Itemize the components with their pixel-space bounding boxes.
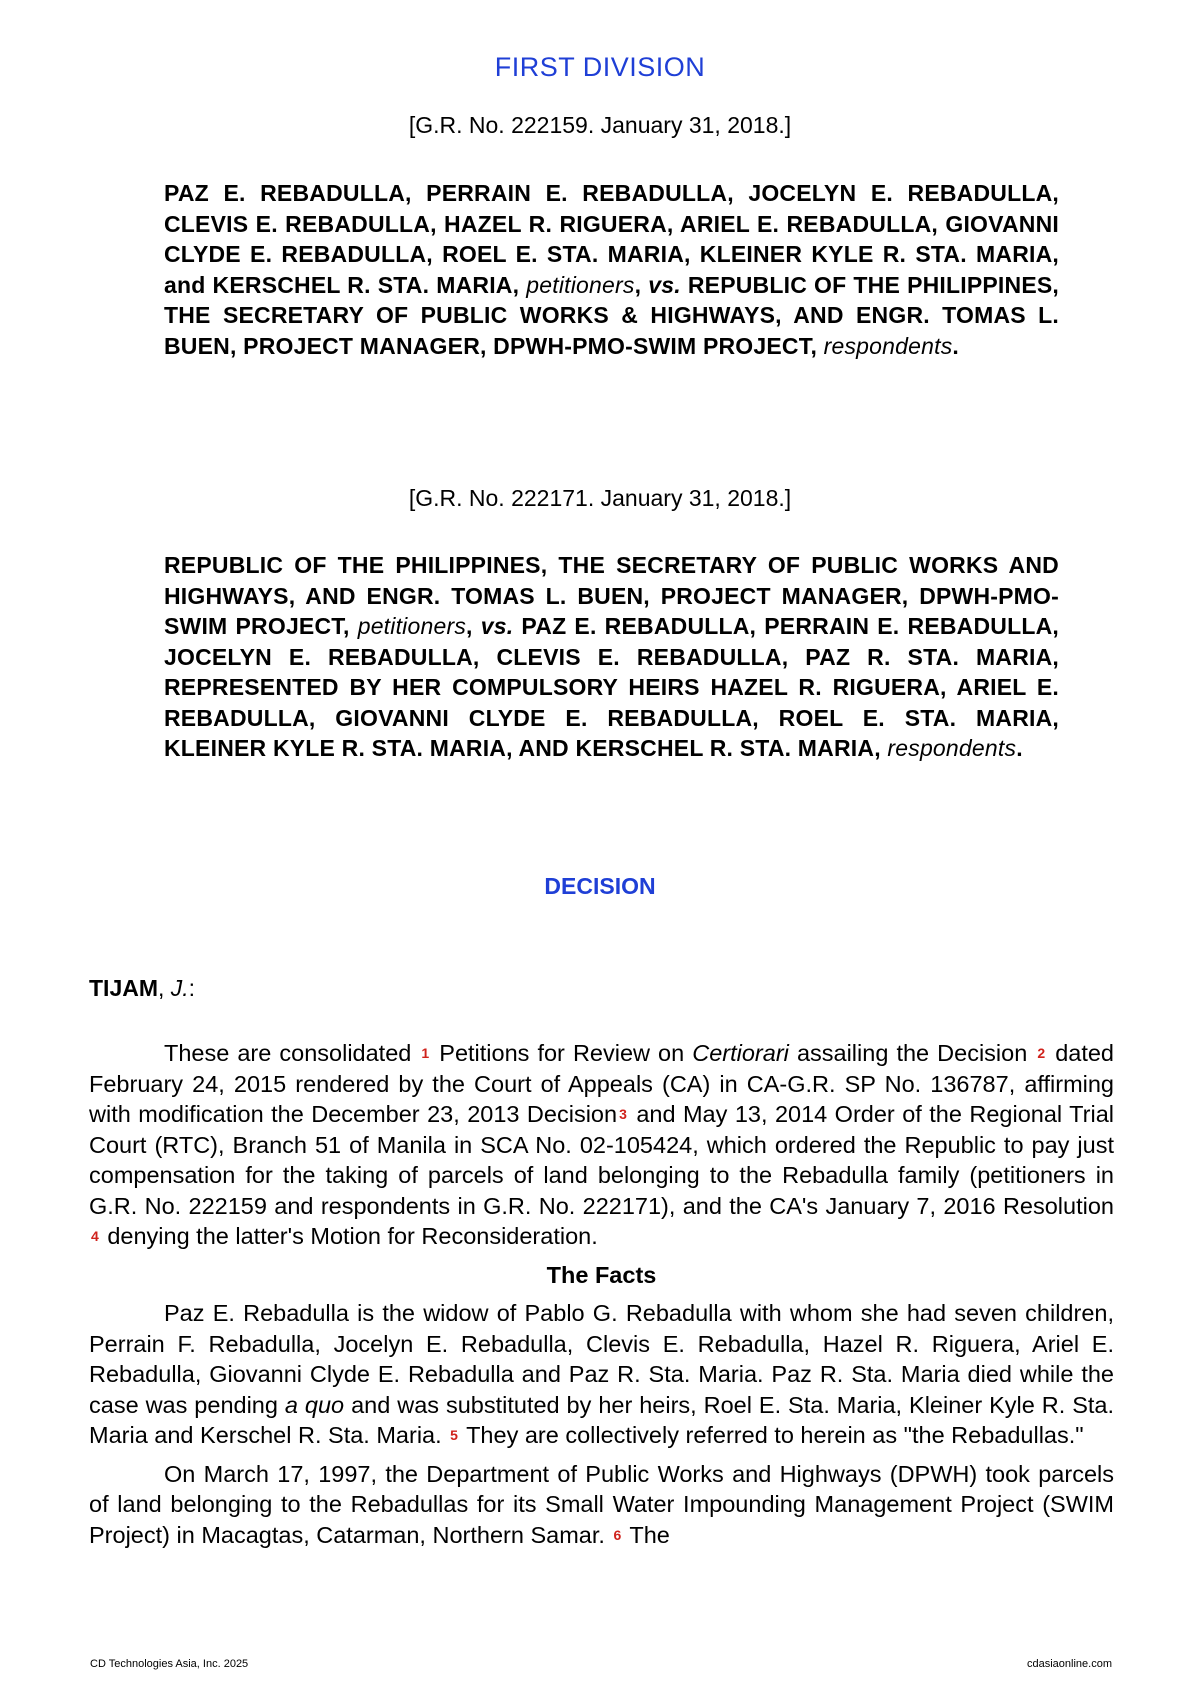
italic-term: Certiorari xyxy=(692,1040,789,1066)
text-run: and was substituted by her heirs, Roel E. Sta. Maria, Kleiner Kyle R. Sta. Maria and Kerschel R. Sta. Maria. xyxy=(89,1391,1115,1448)
division-heading: FIRST DIVISION xyxy=(494,52,706,82)
case-caption-2: REPUBLIC OF THE PHILIPPINES, THE SECRETARY OF PUBLIC WORKS AND HIGHWAYS, AND ENGR. TOMAS L. BUEN, PROJECT MANAGER, DPWH-PMO-SWIM PROJECT, petitioners, vs. PAZ E. REBADULLA, PERRAIN E. REBADULLA, JOCELYN E. REBADULLA, CLEVIS E. REBADULLA, PAZ R. STA. MARIA, REPRESENTED BY HER COMPULSORY HEIRS HAZEL R. RIGUERA, ARIEL E. REBADULLA, GIOVANNI CLYDE E. REBADULLA, ROEL E. STA. MARIA, KLEINER KYLE R. STA. MARIA, AND KERSCHEL R. STA. MARIA, respondents. xyxy=(164,552,1059,761)
versus-label: vs. xyxy=(480,613,514,639)
footer-copyright: CD Technologies Asia, Inc. 2025 xyxy=(90,1658,249,1670)
petitioners-role: petitioners xyxy=(526,271,635,298)
text-run: Petitions for Review on xyxy=(431,1040,693,1066)
text-run: dated February 24, 2015 rendered by the Court of Appeals (CA) in CA-G.R. SP No. 136787, affirming with modification the December 23, 2013 Decision xyxy=(89,1040,1115,1127)
facts-heading: The Facts xyxy=(546,1261,657,1288)
respondent-names: REPUBLIC OF THE PHILIPPINES, THE SECRETARY OF PUBLIC WORKS & HIGHWAYS, AND ENGR. TOMAS L. BUEN, PROJECT MANAGER, DPWH-PMO-SWIM PROJECT xyxy=(164,271,1059,359)
text-run: They are collectively referred to herein as "the Rebadullas." xyxy=(459,1422,1084,1448)
italic-term: a quo xyxy=(284,1391,345,1418)
text-run: and May 13, 2014 Order of the Regional Trial Court (RTC), Branch 51 of Manila in SCA No. 02-105424, which ordered the Republic to pay just compensation for the taking of parcels of land belonging to the Rebadulla family (petitioners in G.R. No. 222159 and respondents in G.R. No. 222171), and the CA's January 7, 2016 Resolution xyxy=(89,1101,1114,1219)
respondents-role: respondents xyxy=(887,735,1017,761)
versus-label: vs. xyxy=(648,271,681,298)
text-run: assailing the Decision xyxy=(788,1040,1036,1066)
petitioner-names: PAZ E. REBADULLA, PERRAIN E. REBADULLA, JOCELYN E. REBADULLA, CLEVIS E. REBADULLA, HAZEL R. RIGUERA, ARIEL E. REBADULLA, GIOVANNI CLYDE E. REBADULLA, ROEL E. STA. MARIA, KLEINER KYLE R. STA. MARIA, and KERSCHEL R. STA. MARIA xyxy=(164,180,1059,298)
footnote-link-2[interactable]: 2 xyxy=(1037,1045,1046,1061)
decision-body xyxy=(89,1038,1114,1558)
decision-heading: DECISION xyxy=(544,873,656,899)
ponente-line: TIJAM, J.: xyxy=(89,975,196,1001)
paragraph-3 xyxy=(89,1459,1114,1551)
footer-site: cdasiaonline.com xyxy=(1027,1658,1112,1670)
respondents-role: respondents xyxy=(823,332,953,359)
paragraph-2 xyxy=(89,1298,1114,1451)
text-run: denying the latter's Motion for Reconsideration. xyxy=(100,1223,598,1249)
ponente-name: TIJAM xyxy=(89,975,158,1001)
case-number-1: [G.R. No. 222159. January 31, 2018.] xyxy=(408,112,792,138)
case-number-2: [G.R. No. 222171. January 31, 2018.] xyxy=(408,485,792,511)
footnote-link-1[interactable]: 1 xyxy=(421,1045,430,1061)
text-run: These are consolidated xyxy=(164,1040,412,1066)
footnote-link-4[interactable]: 4 xyxy=(91,1228,99,1244)
footnote-link-3[interactable]: 3 xyxy=(619,1106,627,1122)
text-run: On March 17, 1997, the Department of Public Works and Highways (DPWH) took parcels of land belonging to the Rebadullas for its Small Water Impounding Management Project (SWIM Project) in Macagtas, Catarman, Northern Samar. xyxy=(89,1460,1114,1548)
paragraph-1 xyxy=(89,1038,1114,1252)
ponente-title: J. xyxy=(170,975,189,1001)
case-caption-1: PAZ E. REBADULLA, PERRAIN E. REBADULLA, JOCELYN E. REBADULLA, CLEVIS E. REBADULLA, HAZEL R. RIGUERA, ARIEL E. REBADULLA, GIOVANNI CLYDE E. REBADULLA, ROEL E. STA. MARIA, KLEINER KYLE R. STA. MARIA, and KERSCHEL R. STA. MARIA, petitioners, vs. REPUBLIC OF THE PHILIPPINES, THE SECRETARY OF PUBLIC WORKS & HIGHWAYS, AND ENGR. TOMAS L. BUEN, PROJECT MANAGER, DPWH-PMO-SWIM PROJECT, respondents. xyxy=(164,180,1059,359)
petitioner-names: REPUBLIC OF THE PHILIPPINES, THE SECRETARY OF PUBLIC WORKS AND HIGHWAYS, AND ENGR. TOMAS L. BUEN, PROJECT MANAGER, DPWH-PMO-SWIM PROJECT xyxy=(164,552,1059,639)
petitioners-role: petitioners xyxy=(357,613,467,639)
text-run: Paz E. Rebadulla is the widow of Pablo G. Rebadulla with whom she had seven children, Perrain F. Rebadulla, Jocelyn E. Rebadulla, Clevis E. Rebadulla, Hazel R. Riguera, Ariel E. Rebadulla, Giovanni Clyde E. Rebadulla and Paz R. Sta. Maria. Paz R. Sta. Maria died while the case was pending xyxy=(89,1300,1114,1418)
footnote-link-6[interactable]: 6 xyxy=(613,1526,622,1543)
respondent-names: PAZ E. REBADULLA, PERRAIN E. REBADULLA, JOCELYN E. REBADULLA, CLEVIS E. REBADULLA, PAZ R. STA. MARIA, REPRESENTED BY HER COMPULSORY HEIRS HAZEL R. RIGUERA, ARIEL E. REBADULLA, GIOVANNI CLYDE E. REBADULLA, ROEL E. STA. MARIA, KLEINER KYLE R. STA. MARIA, AND KERSCHEL R. STA. MARIA xyxy=(164,613,1059,761)
footnote-link-5[interactable]: 5 xyxy=(450,1427,458,1443)
text-run: The xyxy=(623,1521,670,1548)
